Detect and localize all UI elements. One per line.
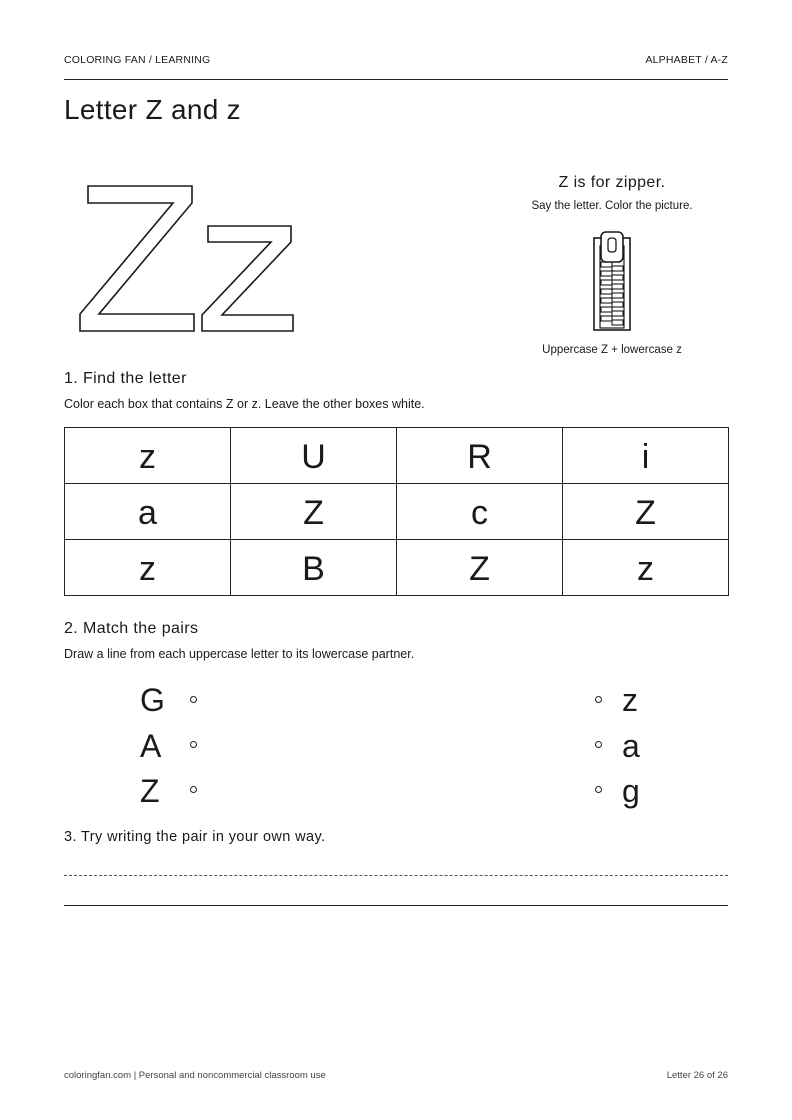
match-left-dot[interactable] xyxy=(190,786,197,793)
match-lowercase-letter: a xyxy=(622,728,640,764)
match-left-dot[interactable] xyxy=(190,696,197,703)
grid-cell[interactable]: R xyxy=(397,428,563,484)
grid-cell[interactable]: z xyxy=(563,540,729,596)
match-uppercase-letter: G xyxy=(140,682,165,718)
grid-cell[interactable]: U xyxy=(231,428,397,484)
grid-row xyxy=(65,428,729,484)
zipper-icon xyxy=(590,230,634,334)
writing-baseline[interactable] xyxy=(64,905,728,906)
section2-title: 2. Match the pairs xyxy=(64,620,199,637)
page-title: Letter Z and z xyxy=(64,94,241,125)
section1-title: 1. Find the letter xyxy=(64,370,187,387)
grid-cell[interactable]: i xyxy=(563,428,729,484)
footer-credit: coloringfan.com | Personal and noncommercial classroom use xyxy=(64,1070,326,1081)
grid-row xyxy=(65,540,729,596)
grid-cell[interactable]: B xyxy=(231,540,397,596)
intro-panel xyxy=(512,174,712,212)
header-divider xyxy=(64,79,728,80)
letter-grid xyxy=(64,427,729,596)
section2-desc: Draw a line from each uppercase letter to its lowercase partner. xyxy=(64,647,415,661)
grid-cell[interactable]: Z xyxy=(563,484,729,540)
match-left-dot[interactable] xyxy=(190,741,197,748)
header-breadcrumb: COLORING FAN / LEARNING xyxy=(64,54,211,66)
grid-cell[interactable]: Z xyxy=(231,484,397,540)
match-right-dot[interactable] xyxy=(595,741,602,748)
match-uppercase-letter: Z xyxy=(140,773,160,809)
grid-row xyxy=(65,484,729,540)
grid-cell[interactable]: Z xyxy=(397,540,563,596)
intro-title: Z is for zipper. xyxy=(558,174,666,191)
picture-caption: Uppercase Z + lowercase z xyxy=(542,344,682,356)
grid-cell[interactable]: a xyxy=(65,484,231,540)
grid-cell[interactable]: z xyxy=(65,540,231,596)
grid-cell[interactable]: c xyxy=(397,484,563,540)
intro-subtitle: Say the letter. Color the picture. xyxy=(531,200,693,212)
grid-cell[interactable]: z xyxy=(65,428,231,484)
section3-title: 3. Try writing the pair in your own way. xyxy=(64,829,326,845)
match-uppercase-letter: A xyxy=(140,728,162,764)
writing-guide-dashed[interactable] xyxy=(64,875,728,876)
match-right-dot[interactable] xyxy=(595,786,602,793)
match-lowercase-letter: z xyxy=(622,682,638,718)
outline-uppercase-z xyxy=(80,186,194,331)
footer-page-number: Letter 26 of 26 xyxy=(666,1070,728,1081)
outline-lowercase-z xyxy=(202,226,293,331)
match-lowercase-letter: g xyxy=(622,773,640,809)
match-right-dot[interactable] xyxy=(595,696,602,703)
section1-desc: Color each box that contains Z or z. Leave the other boxes white. xyxy=(64,397,425,411)
header-category: ALPHABET / A-Z xyxy=(645,54,728,66)
outline-letters-zz xyxy=(72,176,312,340)
